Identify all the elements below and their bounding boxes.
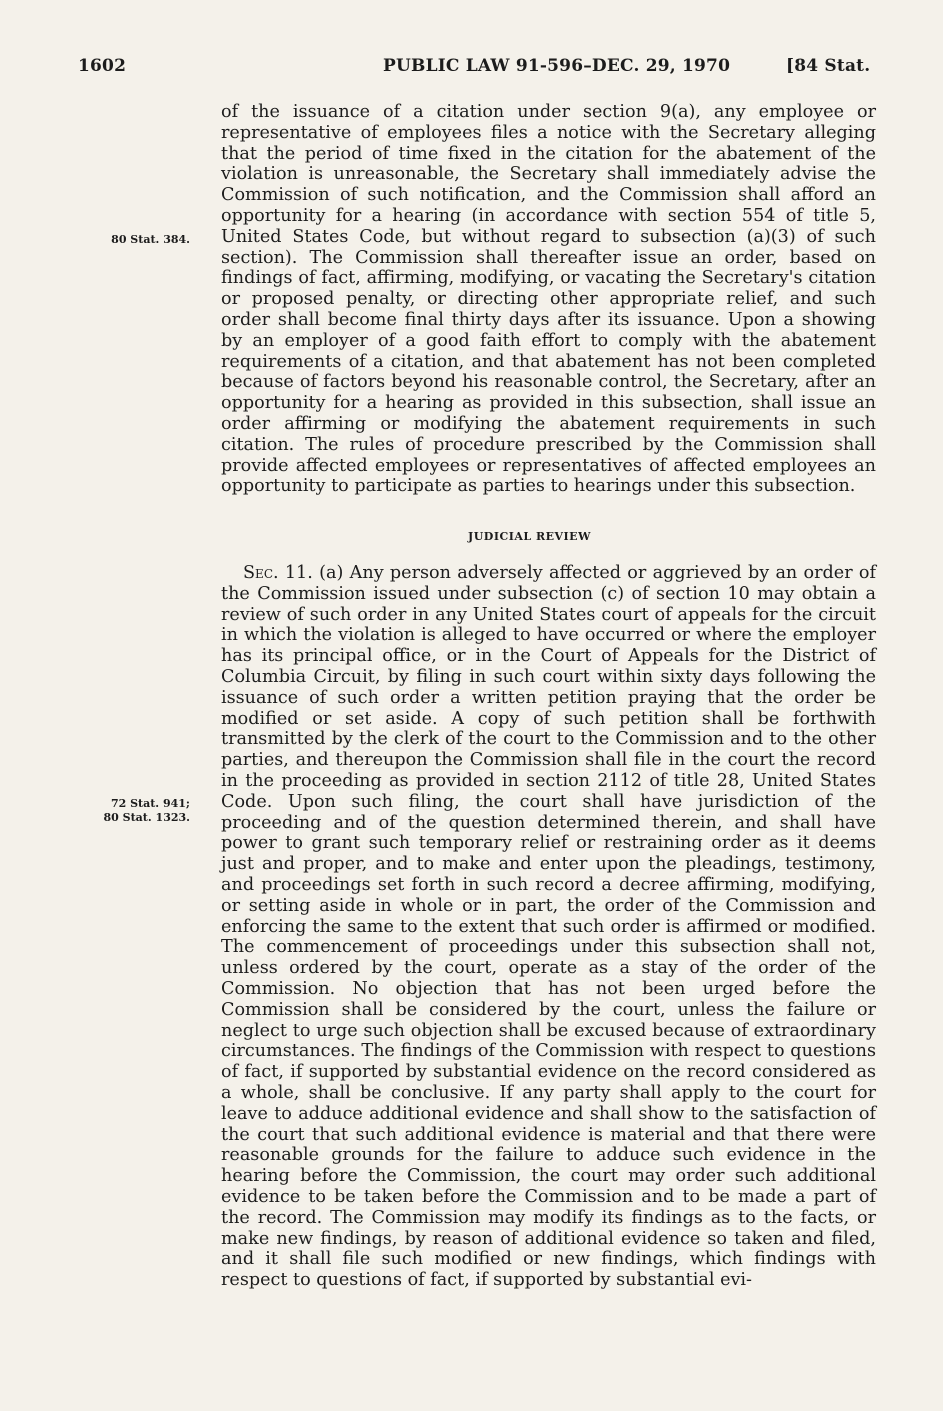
section-heading: JUDICIAL REVIEW (468, 530, 591, 543)
margin-note-line: 72 Stat. 941; (110, 797, 190, 810)
margin-note-line: 80 Stat. 1323. (103, 811, 190, 824)
margin-note-72-80-stat (70, 797, 190, 825)
section-11-paragraph (221, 563, 876, 1291)
page-number: 1602 (78, 56, 127, 76)
paragraph-continued: of the issuance of a citation under section 9(a), any employee or representative of employees files a notice with the Secretary alleging that the period of time fixed in the citation for the abatement of the violation is unreasonable, the Secretary shall immediately advise the Commission of such notification, and the Commission shall afford an opportunity for a hearing (in accordance with section 554 of title 5, United States Code, but without regard to subsection (a)(3) of such section). The Commission shall thereafter issue an order, based on findings of fact, affirming, modifying, or vacating the Secretary's citation or proposed penalty, or directing other appropriate relief, and such order shall become final thirty days after its issuance. Upon a showing by an employer of a good faith effort to comply with the abatement requirements of a citation, and that abatement has not been completed because of factors beyond his reasonable control, the Secretary, after an opportunity for a hearing as provided in this subsection, shall issue an order affirming or modifying the abatement requirements in such citation. The rules of procedure prescribed by the Commission shall provide affected employees or representatives of affected employees an opportunity to participate as parties to hearings under this subsection. (221, 102, 876, 497)
section-text: (a) Any person adversely affected or aggrieved by an order of the Commission issued under subsection (c) of section 10 may obtain a review of such order in any United States court of appeals for the circuit in which the violation is alleged to have occurred or where the employer has its principal office, or in the Court of Appeals for the District of Columbia Circuit, by filing in such court within sixty days following the issuance of such order a written petition praying that the order be modified or set aside. A copy of such petition shall be forthwith transmitted by the clerk of the court to the Commission and to the other parties, and thereupon the Commission shall file in the court the record in the proceeding as provided in section 2112 of title 28, United States Code. Upon such filing, the court shall have jurisdiction of the proceeding and of the question determined therein, and shall have power to grant such temporary relief or restraining order as it deems just and proper, and to make and enter upon the pleadings, testimony, and proceedings set forth in such record a decree affirming, modifying, or setting aside in whole or in part, the order of the Commission and enforcing the same to the extent that such order is affirmed or modified. The commencement of proceedings under this subsection shall not, unless ordered by the court, operate as a stay of the order of the Commission. No objection that has not been urged before the Commission shall be considered by the court, unless the failure or neglect to urge such objection shall be excused because of extraordinary circumstances. The findings of the Commission with respect to questions of fact, if supported by substantial evidence on the record considered as a whole, shall be conclusive. If any party shall apply to the court for leave to adduce additional evidence and shall show to the satisfaction of the court that such additional evidence is material and that there were reasonable grounds for the failure to adduce such evidence in the hearing before the Commission, the court may order such additional evidence to be taken before the Commission and to be made a part of the record. The Commission may modify its findings as to the facts, or make new findings, by reason of additional evidence so taken and filed, and it shall file such modified or new findings, which findings with respect to questions of fact, if supported by substantial evi- (221, 563, 877, 1291)
margin-note-80-stat-384: 80 Stat. 384. (111, 233, 190, 246)
statute-reference: [84 Stat. (786, 56, 871, 76)
section-label: Sec. 11. (243, 563, 313, 583)
running-title: PUBLIC LAW 91-596–DEC. 29, 1970 (383, 56, 731, 76)
